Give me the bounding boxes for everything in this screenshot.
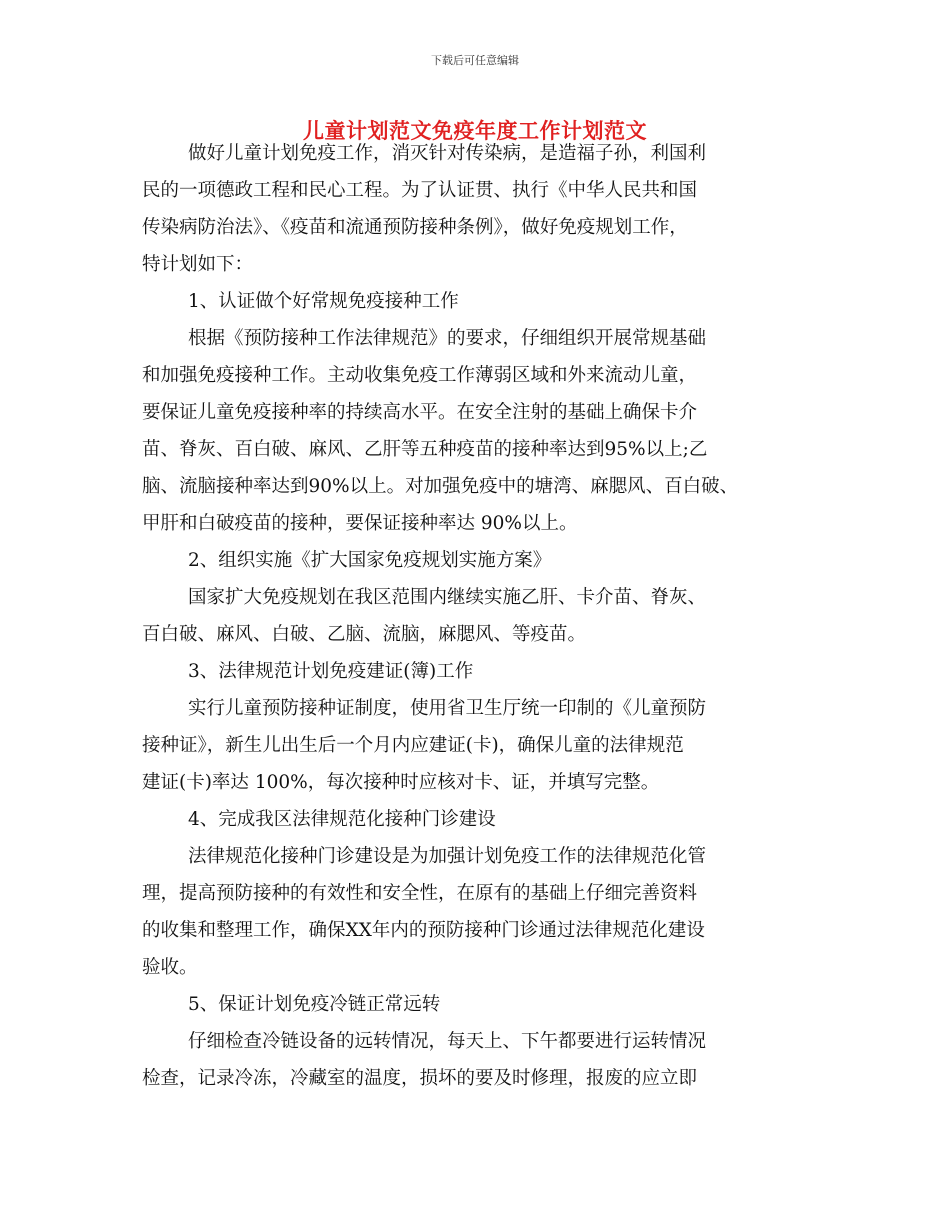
paragraph-line: 建证(卡)率达 100%，每次接种时应核对卡、证，并填写完整。 bbox=[142, 772, 660, 793]
paragraph-line: 国家扩大免疫规划在我区范围内继续实施乙肝、卡介苗、脊灰、 bbox=[188, 587, 707, 608]
paragraph-line: 接种证》，新生儿出生后一个月内应建证(卡)，确保儿童的法律规范 bbox=[142, 735, 684, 756]
paragraph-line: 传染病防治法》、《疫苗和流通预防接种条例》，做好免疫规划工作， bbox=[142, 217, 688, 238]
paragraph-line: 甲肝和白破疫苗的接种，要保证接种率达 90%以上。 bbox=[142, 513, 578, 534]
paragraph-line: 和加强免疫接种工作。主动收集免疫工作薄弱区域和外来流动儿童， bbox=[142, 365, 698, 386]
paragraph-line: 根据《预防接种工作法律规范》的要求，仔细组织开展常规基础 bbox=[188, 328, 707, 349]
paragraph-line: 特计划如下： bbox=[142, 254, 254, 275]
paragraph-line: 苗、脊灰、百白破、麻风、乙肝等五种疫苗的接种率达到95%以上;乙 bbox=[142, 439, 708, 460]
paragraph-line: 仔细检查冷链设备的远转情况，每天上、下午都要进行运转情况 bbox=[188, 1031, 707, 1052]
paragraph-line: 做好儿童计划免疫工作，消灭针对传染病，是造福子孙，利国利 bbox=[188, 143, 707, 164]
paragraph-line: 法律规范化接种门诊建设是为加强计划免疫工作的法律规范化管 bbox=[188, 846, 707, 867]
document-title: 儿童计划范文免疫年度工作计划范文 bbox=[303, 118, 647, 143]
paragraph-line: 验收。 bbox=[142, 957, 198, 978]
paragraph-line: 的收集和整理工作，确保XX年内的预防接种门诊通过法律规范化建设 bbox=[142, 920, 705, 941]
paragraph-line: 理，提高预防接种的有效性和安全性，在原有的基础上仔细完善资料 bbox=[142, 883, 698, 904]
section-heading: 3、法律规范计划免疫建证(簿)工作 bbox=[188, 661, 474, 682]
paragraph-line: 实行儿童预防接种证制度，使用省卫生厅统一印制的《儿童预防 bbox=[188, 698, 707, 719]
paragraph-line: 脑、流脑接种率达到90%以上。对加强免疫中的塘湾、麻腮风、百白破、 bbox=[142, 476, 739, 497]
paragraph-line: 要保证儿童免疫接种率的持续高水平。在安全注射的基础上确保卡介 bbox=[142, 402, 698, 423]
paragraph-line: 检查，记录冷冻，冷藏室的温度，损坏的要及时修理，报废的应立即 bbox=[142, 1068, 698, 1089]
paragraph-line: 百白破、麻风、白破、乙脑、流脑，麻腮风、等疫苗。 bbox=[142, 624, 587, 645]
page-header: 下载后可任意编辑 bbox=[431, 54, 519, 67]
section-heading: 4、完成我区法律规范化接种门诊建设 bbox=[188, 809, 496, 830]
paragraph-line: 民的一项德政工程和民心工程。为了认证贯、执行《中华人民共和国 bbox=[142, 180, 698, 201]
section-heading: 5、保证计划免疫冷链正常远转 bbox=[188, 994, 441, 1015]
section-heading: 1、认证做个好常规免疫接种工作 bbox=[188, 291, 459, 312]
section-heading: 2、组织实施《扩大国家免疫规划实施方案》 bbox=[188, 550, 552, 571]
